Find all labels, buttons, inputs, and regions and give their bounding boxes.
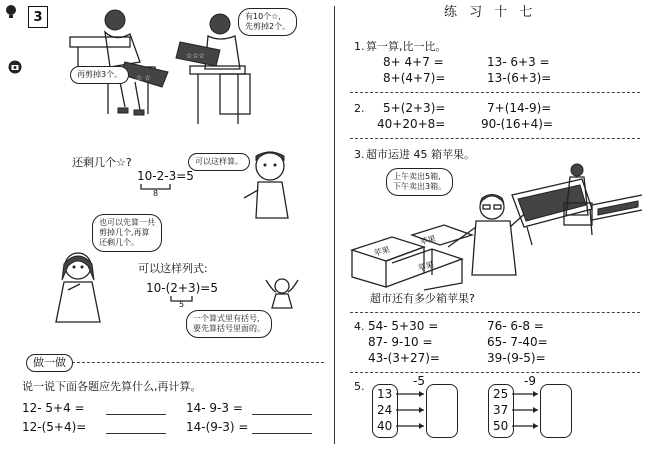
map-1-operator: -5 <box>413 374 425 388</box>
section-3-number: 3. <box>354 148 365 161</box>
s1-item-3: 8+(4+7)= <box>383 71 446 85</box>
section-5-number: 5. <box>354 380 365 393</box>
s4-item-6: 39-(9-5)= <box>487 351 546 365</box>
map-2-input-3: 50 <box>493 419 509 433</box>
list-prompt: 可以这样列式: <box>138 262 208 275</box>
problem-4: 14-(9-3) = <box>186 420 249 434</box>
section-3-label: 超市运进 45 箱苹果。 <box>366 148 475 161</box>
map-1-input-3: 40 <box>377 419 393 433</box>
answer-blank-1[interactable] <box>106 414 166 415</box>
exercise-title: 练 习 十 七 <box>444 5 537 20</box>
box-label-3: 苹果 <box>418 234 437 247</box>
section-1-label: 算一算,比一比。 <box>366 40 447 53</box>
page-divider <box>334 6 335 444</box>
s4-item-3: 87- 9-10 = <box>368 335 433 349</box>
equation-1: 10-2-3=5 <box>137 169 194 183</box>
example-speech-bubble: 可以这样算。 <box>188 153 250 171</box>
s1-item-2: 13- 6+3 = <box>487 55 550 69</box>
bottom-speech-bubble: 一个算式里有括号, 要先算括号里面的。 <box>186 310 272 338</box>
s2-item-2: 7+(14-9)= <box>487 101 552 115</box>
middle-speech-bubble: 也可以先算一共 剪掉几个,再算 还剩几个。 <box>92 214 162 252</box>
s4-item-1: 54- 5+30 = <box>368 319 439 333</box>
map-2-arrows <box>512 384 542 436</box>
left-speech-bubble: 再剪掉3个。 <box>70 66 129 84</box>
box-label-1: 苹果 <box>372 245 391 258</box>
map-1-input-1: 13 <box>377 387 393 401</box>
s2-item-4: 90-(16+4)= <box>481 117 553 131</box>
map-2-input-1: 25 <box>493 387 509 401</box>
box-label-2: 苹果 <box>416 260 435 273</box>
bracket-1 <box>140 184 180 194</box>
section-3-divider <box>350 312 640 313</box>
map-1-input-2: 24 <box>377 403 393 417</box>
camera-icon <box>8 60 22 74</box>
equation-2: 10-(2+3)=5 <box>146 281 218 295</box>
map-2-operator: -9 <box>524 374 536 388</box>
practice-divider <box>62 362 324 363</box>
partial-result-1: 8 <box>153 189 159 198</box>
answer-blank-4[interactable] <box>252 433 312 434</box>
supermarket-illustration <box>352 165 642 290</box>
partial-result-2: 5 <box>179 300 185 309</box>
question-text: 还剩几个☆? <box>72 156 132 169</box>
fairy-illustration <box>262 272 302 312</box>
svg-text:☆☆☆: ☆☆☆ <box>186 52 205 60</box>
section-3-question: 超市还有多少箱苹果? <box>370 292 475 305</box>
s4-item-2: 76- 6-8 = <box>487 319 544 333</box>
girl-illustration <box>50 250 110 330</box>
map-2-output-box[interactable] <box>540 384 572 438</box>
map-1-output-box[interactable] <box>426 384 458 438</box>
bulb-icon <box>4 4 18 20</box>
section-2-divider <box>350 138 640 139</box>
answer-blank-3[interactable] <box>106 433 166 434</box>
practice-instruction: 说一说下面各题应先算什么,再计算。 <box>22 380 202 393</box>
s2-item-1: 5+(2+3)= <box>383 101 446 115</box>
section-4-number: 4. <box>354 320 365 333</box>
s4-item-5: 43-(3+27)= <box>368 351 440 365</box>
boy-explaining-illustration <box>238 148 298 228</box>
section-2-number: 2. <box>354 102 365 115</box>
svg-text:☆ ☆: ☆ ☆ <box>136 74 151 82</box>
s1-item-4: 13-(6+3)= <box>487 71 552 85</box>
map-2-input-2: 37 <box>493 403 509 417</box>
section-3-speech-bubble: 上午卖出5箱, 下午卖出3箱。 <box>386 168 453 196</box>
bracket-2 <box>170 296 200 306</box>
top-speech-bubble: 有10个☆, 先剪掉2个。 <box>238 8 297 36</box>
section-1-divider <box>350 92 640 93</box>
map-1-arrows <box>396 384 428 436</box>
problem-3: 12-(5+4)= <box>22 420 87 434</box>
s1-item-1: 8+ 4+7 = <box>383 55 444 69</box>
problem-1: 12- 5+4 = <box>22 401 85 415</box>
section-4-divider <box>350 372 640 373</box>
practice-title: 做一做 <box>26 354 73 372</box>
s2-item-3: 40+20+8= <box>377 117 446 131</box>
page-number: 3 <box>28 6 48 28</box>
problem-2: 14- 9-3 = <box>186 401 243 415</box>
section-1-number: 1. <box>354 40 365 53</box>
answer-blank-2[interactable] <box>252 414 312 415</box>
s4-item-4: 65- 7-40= <box>487 335 548 349</box>
